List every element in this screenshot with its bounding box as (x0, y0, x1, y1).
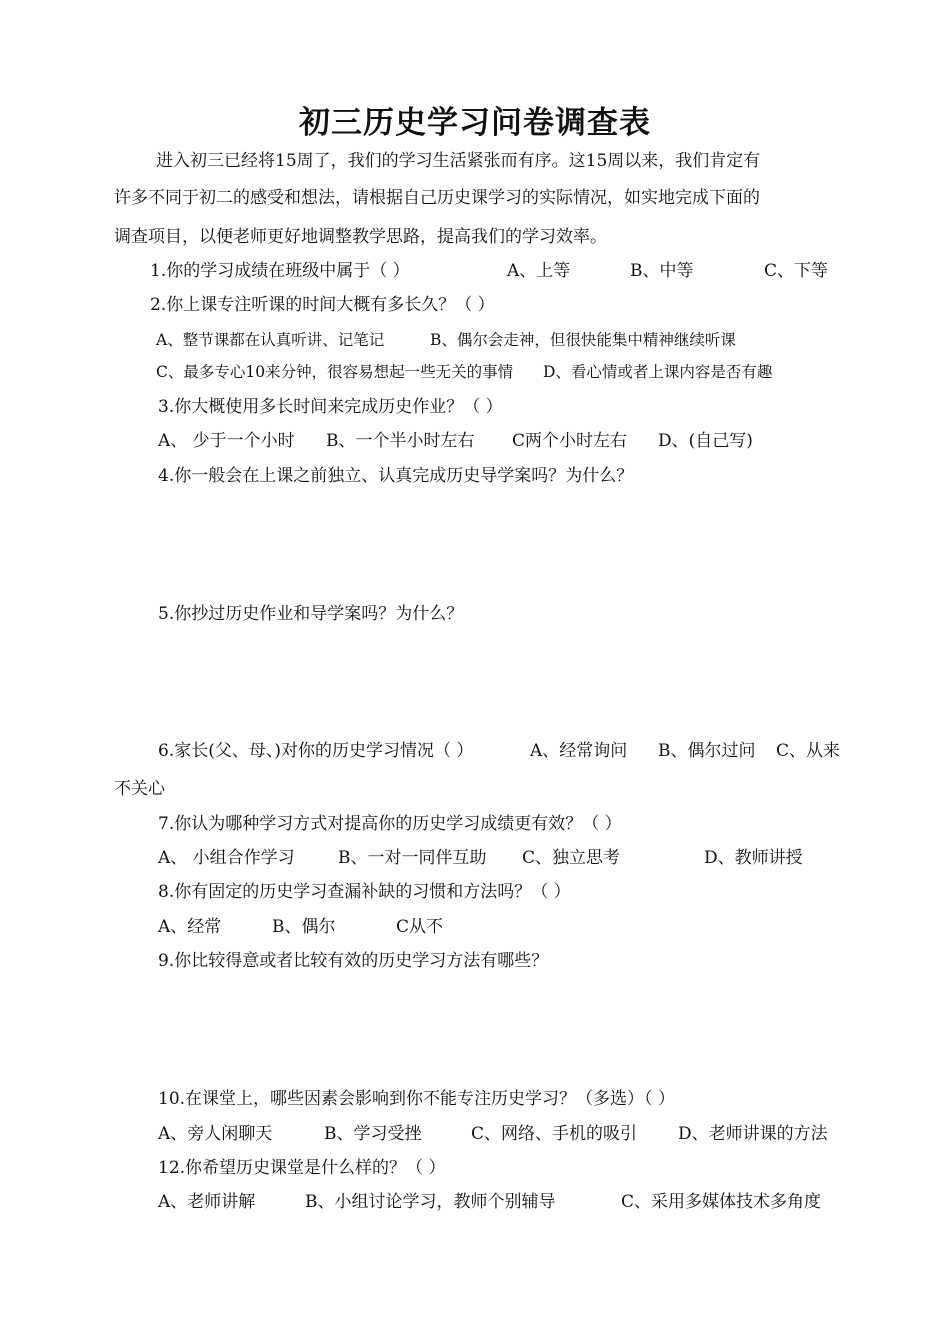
intro-line-1: 进入初三已经将15周了，我们的学习生活紧张而有序。这15周以来，我们肯定有 (156, 151, 761, 171)
intro-line-2: 许多不同于初二的感受和想法，请根据自己历史课学习的实际情况，如实地完成下面的 (114, 188, 760, 208)
intro-line-3: 调查项目，以便老师更好地调整教学思路，提高我们的学习效率。 (114, 227, 607, 247)
q7-option-d: D、教师讲授 (704, 848, 803, 868)
q1-question: 1.你的学习成绩在班级中属于（ ） (150, 261, 410, 281)
q7-option-b: B、一对一同伴互助 (338, 848, 487, 868)
q2-option-d: D、看心情或者上课内容是否有趣 (543, 363, 773, 381)
q10-option-d: D、老师讲课的方法 (678, 1124, 828, 1144)
q3-option-a: A、 少于一个小时 (158, 431, 295, 451)
q9-question: 9.你比较得意或者比较有效的历史学习方法有哪些？ (158, 951, 549, 971)
q8-option-c: C从不 (396, 917, 444, 937)
q6-option-a: A、经常询问 (530, 741, 628, 761)
q5-question: 5.你抄过历史作业和导学案吗？为什么？ (158, 604, 464, 624)
q7-option-c: C、独立思考 (522, 848, 621, 868)
q3-option-d: D、(自己写) (658, 431, 753, 451)
q3-option-c: C两个小时左右 (512, 431, 628, 451)
q6-continuation: 不关心 (114, 779, 165, 799)
q2-option-a: A、整节课都在认真听讲、记笔记 (156, 331, 385, 349)
q4-question: 4.你一般会在上课之前独立、认真完成历史导学案吗？为什么？ (158, 466, 634, 486)
q3-option-b: B、一个半小时左右 (326, 431, 475, 451)
page-title: 初三历史学习问卷调查表 (299, 105, 651, 141)
q2-question: 2.你上课专注听课的时间大概有多长久？（ ） (150, 295, 495, 315)
q12-question: 12.你希望历史课堂是什么样的？（ ） (158, 1158, 446, 1178)
q1-option-b: B、中等 (630, 261, 694, 281)
q10-option-c: C、网络、手机的吸引 (471, 1124, 638, 1144)
q3-question: 3.你大概使用多长时间来完成历史作业？（ ） (158, 397, 503, 417)
q2-option-c: C、最多专心10来分钟，很容易想起一些无关的事情 (156, 363, 514, 381)
q1-option-c: C、下等 (764, 261, 829, 281)
q6-question: 6.家长(父、母、)对你的历史学习情况（ ） (158, 741, 474, 761)
q12-option-b: B、小组讨论学习，教师个别辅导 (305, 1192, 556, 1212)
q8-option-b: B、偶尔 (272, 917, 336, 937)
q2-option-b: B、偶尔会走神，但很快能集中精神继续听课 (430, 331, 736, 349)
q8-option-a: A、经常 (158, 917, 222, 937)
q12-option-a: A、老师讲解 (158, 1192, 256, 1212)
q10-option-a: A、旁人闲聊天 (158, 1124, 273, 1144)
q1-option-a: A、上等 (507, 261, 571, 281)
q6-option-c: C、从来 (776, 741, 841, 761)
q7-option-a: A、 小组合作学习 (158, 848, 295, 868)
q6-option-b: B、偶尔过问 (658, 741, 756, 761)
q10-option-b: B、学习受挫 (324, 1124, 422, 1144)
q12-option-c: C、采用多媒体技术多角度 (621, 1192, 822, 1212)
q7-question: 7.你认为哪种学习方式对提高你的历史学习成绩更有效？（ ） (158, 814, 622, 834)
q8-question: 8.你有固定的历史学习查漏补缺的习惯和方法吗？（ ） (158, 882, 571, 902)
q10-question: 10.在课堂上，哪些因素会影响到你不能专注历史学习？（多选）（ ） (158, 1089, 675, 1109)
